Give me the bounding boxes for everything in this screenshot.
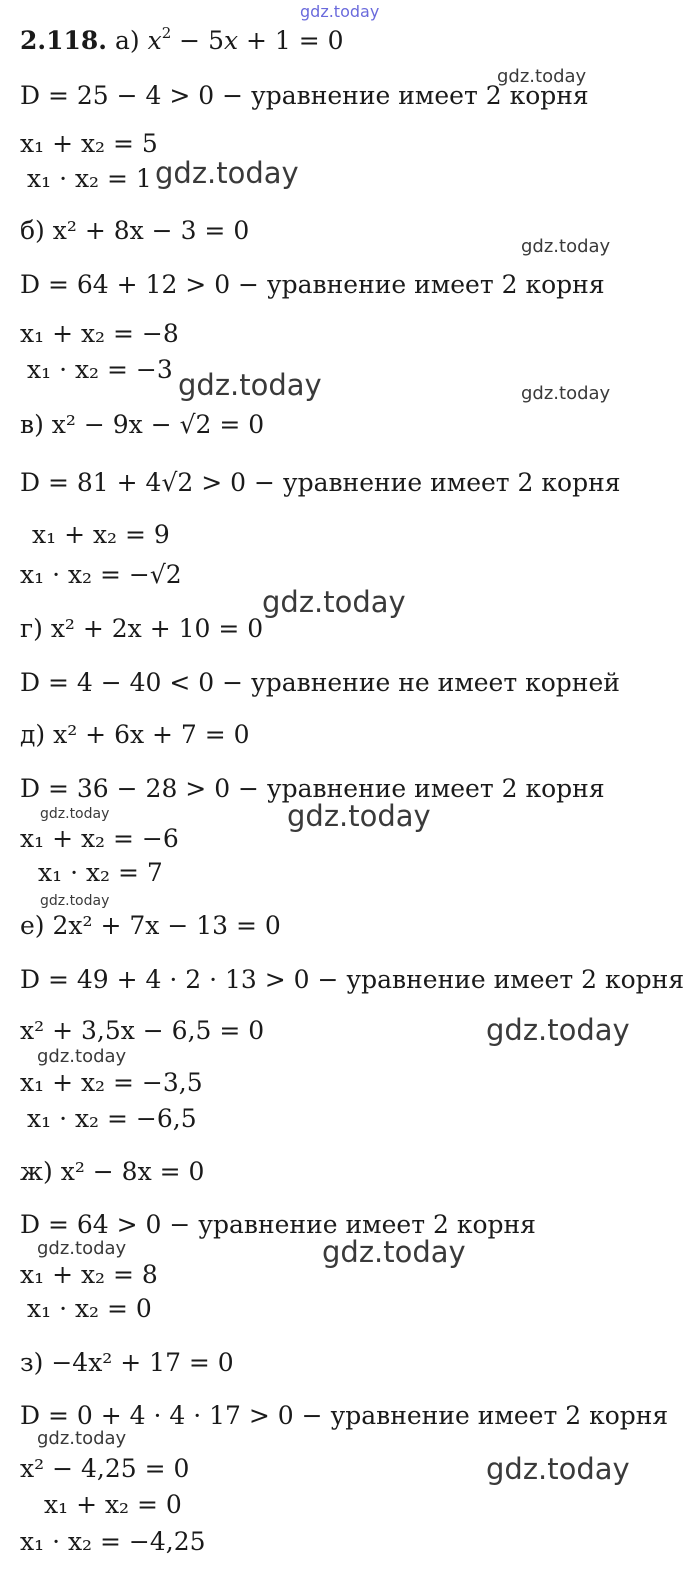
equation-text: x² − 9x − √2 = 0 (51, 410, 265, 439)
vieta-sum: x₁ + x₂ = −6 (20, 824, 179, 853)
watermark: gdz.today (37, 1046, 127, 1067)
vieta-sum: x₁ + x₂ = 9 (32, 520, 170, 549)
vieta-sum: x₁ + x₂ = 0 (44, 1490, 182, 1519)
vieta-sum: x₁ + x₂ = 5 (20, 129, 158, 158)
vieta-product: x₁ · x₂ = 0 (27, 1294, 152, 1323)
vieta-sum: x₁ + x₂ = −8 (20, 319, 179, 348)
discriminant-line: D = 81 + 4√2 > 0 − уравнение имеет 2 корня (20, 468, 621, 497)
watermark: gdz.today (486, 1452, 630, 1486)
discriminant-line: D = 4 − 40 < 0 − уравнение не имеет корней (20, 668, 620, 697)
equation-text: −4x² + 17 = 0 (51, 1348, 234, 1377)
reduced-equation: x² + 3,5x − 6,5 = 0 (20, 1016, 265, 1045)
discriminant-line: D = 36 − 28 > 0 − уравнение имеет 2 корня (20, 774, 605, 803)
watermark: gdz.today (155, 156, 299, 190)
problem-number: 2.118. (20, 26, 107, 55)
equation-line (20, 1157, 204, 1187)
watermark: gdz.today (486, 1013, 630, 1047)
item-label: е) (20, 911, 45, 940)
watermark: gdz.today (178, 368, 322, 402)
watermark: gdz.today (40, 893, 110, 909)
watermark: gdz.today (37, 1428, 127, 1449)
discriminant-line: D = 25 − 4 > 0 − уравнение имеет 2 корня (20, 81, 589, 110)
vieta-product: x₁ · x₂ = −3 (27, 355, 173, 384)
equation-line (20, 1348, 234, 1378)
watermark: gdz.today (521, 236, 611, 257)
vieta-product: x₁ · x₂ = 1 (27, 164, 152, 193)
discriminant-line: D = 0 + 4 · 4 · 17 > 0 − уравнение имеет 2 корня (20, 1401, 669, 1430)
equation-line: 2.118. а) $x^2 - 5x + 1 = 0$ (20, 24, 344, 55)
reduced-equation: x² − 4,25 = 0 (20, 1454, 190, 1483)
item-label: з) (20, 1348, 44, 1377)
equation-line (20, 216, 249, 246)
equation-text: x² + 2x + 10 = 0 (50, 614, 264, 643)
discriminant-line: D = 49 + 4 · 2 · 13 > 0 − уравнение имеет 2 корня (20, 965, 685, 994)
watermark: gdz.today (521, 383, 611, 404)
vieta-product: x₁ · x₂ = −√2 (20, 560, 182, 589)
item-label: б) (20, 216, 45, 245)
item-label: д) (20, 720, 46, 749)
watermark: gdz.today (262, 585, 406, 619)
item-label: в) (20, 410, 44, 439)
item-label: ж) (20, 1157, 53, 1186)
equation-text: 2x² + 7x − 13 = 0 (52, 911, 281, 940)
item-label: г) (20, 614, 43, 643)
watermark: gdz.today (40, 806, 110, 822)
equation-text: x² + 6x + 7 = 0 (53, 720, 250, 749)
discriminant-line: D = 64 + 12 > 0 − уравнение имеет 2 корня (20, 270, 605, 299)
watermark: gdz.today (322, 1235, 466, 1269)
equation-line (20, 614, 263, 644)
watermark: gdz.today (300, 2, 380, 21)
equation-text: x² + 8x − 3 = 0 (52, 216, 250, 245)
watermark: gdz.today (37, 1238, 127, 1259)
watermark: gdz.today (287, 799, 431, 833)
item-label: а) (114, 26, 140, 55)
vieta-sum: x₁ + x₂ = −3,5 (20, 1068, 203, 1097)
discriminant-line: D = 64 > 0 − уравнение имеет 2 корня (20, 1210, 536, 1239)
vieta-product: x₁ · x₂ = −6,5 (27, 1104, 197, 1133)
equation-text: x² − 8x = 0 (60, 1157, 205, 1186)
equation-line (20, 720, 250, 750)
equation-line (20, 911, 281, 941)
equation-line (20, 410, 264, 440)
vieta-product: x₁ · x₂ = 7 (38, 858, 163, 887)
watermark: gdz.today (497, 66, 587, 87)
vieta-product: x₁ · x₂ = −4,25 (20, 1527, 206, 1556)
vieta-sum: x₁ + x₂ = 8 (20, 1260, 158, 1289)
